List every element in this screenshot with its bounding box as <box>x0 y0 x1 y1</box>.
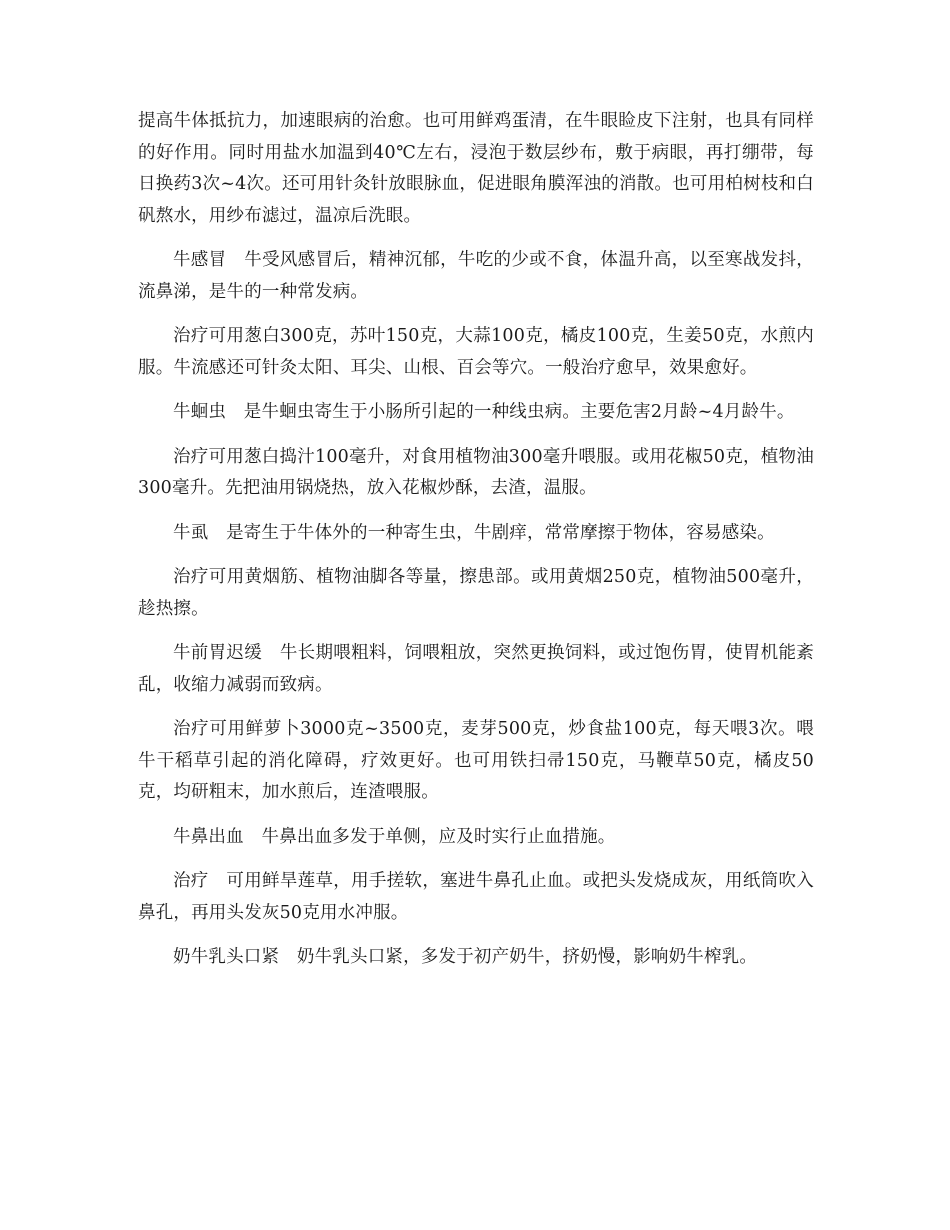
document-page <box>138 106 814 987</box>
paragraph-nosebleed: 牛鼻出血 牛鼻出血多发于单侧，应及时实行止血措施。 <box>173 826 616 847</box>
paragraph-stomach-treatment: 治疗可用鲜萝卜3000克~3500克，麦芽500克，炒食盐100克，每天喂3次。喂牛干稻草引起的消化障碍，疗效更好。也可用铁扫帚150克，马鞭草50克，橘皮50克，均研粗末，加水煎后，连渣喂服。 <box>138 719 814 802</box>
paragraph-lice: 牛虱 是寄生于牛体外的一种寄生虫，牛剧痒，常常摩擦于物体，容易感染。 <box>173 522 775 543</box>
paragraph-teat-tight: 奶牛乳头口紧 奶牛乳头口紧，多发于初产奶牛，挤奶慢，影响奶牛榨乳。 <box>173 947 758 967</box>
paragraph-stomach-sluggish: 牛前胃迟缓 牛长期喂粗料，饲喂粗放，突然更换饲料，或过饱伤胃，使胃机能紊乱，收缩力减弱而致病。 <box>138 643 814 695</box>
paragraph-cold-treatment: 治疗可用葱白300克，苏叶150克，大蒜100克，橘皮100克，生姜50克，水煎内服。牛流感还可针灸太阳、耳尖、山根、百会等穴。一般治疗愈早，效果愈好。 <box>138 326 814 378</box>
paragraph-roundworm-treatment: 治疗可用葱白捣汁100毫升，对食用植物油300毫升喂服。或用花椒50克，植物油300毫升。先把油用锅烧热，放入花椒炒酥，去渣，温服。 <box>138 446 814 498</box>
paragraph-roundworm: 牛蛔虫 是牛蛔虫寄生于小肠所引起的一种线虫病。主要危害2月龄~4月龄牛。 <box>173 402 795 422</box>
paragraph-eye-disease-treatment: 提高牛体抵抗力，加速眼病的治愈。也可用鲜鸡蛋清，在牛眼睑皮下注射，也具有同样的好作用。同时用盐水加温到40℃左右，浸泡于数层纱布，敷于病眼，再打绷带，每日换药3次~4次。还可用针灸针放眼脉血，促进眼角膜浑浊的消散。也可用柏树枝和白矾熬水，用纱布滤过，温凉后洗眼。 <box>138 111 814 226</box>
paragraph-cattle-cold: 牛感冒 牛受风感冒后，精神沉郁，牛吃的少或不食，体温升高，以至寒战发抖，流鼻涕，是牛的一种常发病。 <box>138 250 814 302</box>
paragraph-lice-treatment: 治疗可用黄烟筋、植物油脚各等量，擦患部。或用黄烟250克，植物油500毫升，趁热擦。 <box>138 567 814 619</box>
paragraph-nosebleed-treatment: 治疗 可用鲜旱莲草，用手搓软，塞进牛鼻孔止血。或把头发烧成灰，用纸筒吹入鼻孔，再用头发灰50克用水冲服。 <box>138 871 814 923</box>
